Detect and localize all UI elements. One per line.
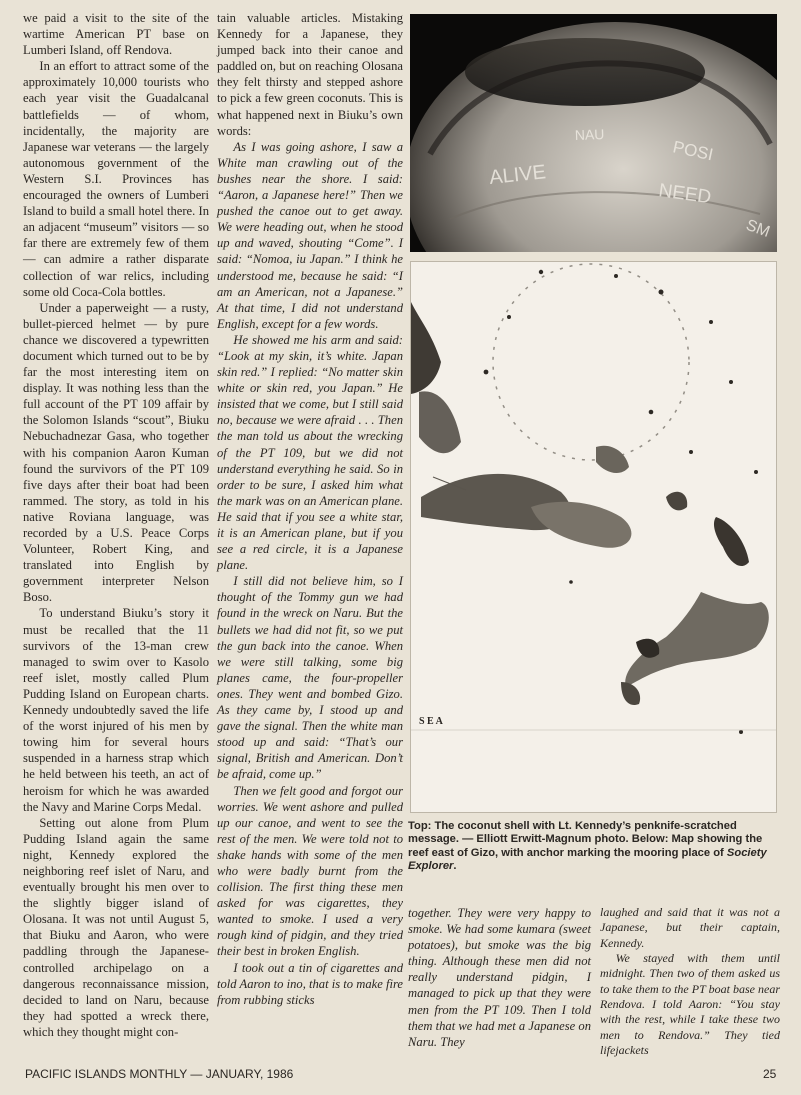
- paragraph: To understand Biuku’s story it must be recalled that the 11 survivors of the 13-man crew managed to swim over to Kasolo reef islet, mostly called Plum Pudding Island on European charts. Kennedy undoubtedly saved the life of the worst injured of his men by towing him for several hours suspended in a harness strap which he held between his teeth, an act of heroism for which he was awarded the Navy and Marine Corps Medal.: [23, 606, 209, 814]
- shell-word-nau: NAU: [574, 125, 605, 143]
- article-column-3: [408, 905, 591, 1050]
- paragraph: As I was going ashore, I saw a White man crawling out of the bushes near the shore. I said: “Aaron, a Japanese here!” Then we pushed the canoe out to get away. We were heading out, when he stood up and waved, shouting “Come”. I said: “Nomoa, iu Japan.” I think he understood me, because he said: “I am an American, not a Japanese.” At that time, I did not understand English, except for a few words.: [217, 139, 403, 331]
- paragraph: together. They were very happy to smoke. We had some kumara (sweet potatoes), but smoke was the big thing. Although these men did not really understand pidgin, I managed to pick up that they were men from the PT 109. Then I told them that we had met a Japanese on Naru. They: [408, 906, 591, 1049]
- figure-caption: [408, 820, 780, 873]
- article-column-4: [600, 905, 780, 1058]
- caption-ship-name: Society Explorer: [408, 846, 767, 872]
- caption-text: Top: The coconut shell with Lt. Kennedy’s penknife-scratched message. — Elliott Erwitt-Magnum photo. Below: Map showing the reef east of Gizo, with anchor marking the mooring place of: [408, 820, 763, 859]
- paragraph: He showed me his arm and said: “Look at my skin, it’s white. Japan skin red.” I replied: “No matter skin white or skin red, you Japan.” He insisted that we come, but I still said no, because we were afraid . . . Then the man told us about the wrecking of the PT 109, but we did not understand everything he said. So in order to be sure, I asked him what the mark was on an American plane. He said that if you see a white star, it is an American plane, but if you see a red circle, it is a Japanese plane.: [217, 332, 403, 573]
- article-column-1: [23, 10, 209, 1040]
- paragraph: we paid a visit to the site of the wartime American PT base on Lumberi Island, off Rendova.: [23, 11, 209, 58]
- article-column-2: [217, 10, 403, 1008]
- paragraph: Under a paperweight — a rusty, bullet-pierced helmet — by pure chance we discovered a typewritten document which turned out to be by far the most interesting item on display. It was nothing less than the full account of the PT 109 affair by the Solomon Islands “scout”, Biuku Nebuchadnezar Gasa, who together with his companion Aaron Kuman found the survivors of the PT 109 five days after their boat had been rammed. The story, as told in his native Roviana language, was recorded by a U.S. Peace Corps Volunteer, Robert King, and translated into English by government interpreter Nelson Boso.: [23, 300, 209, 605]
- paragraph: laughed and said that it was not a Japanese, but their captain, Kennedy.: [600, 905, 780, 950]
- footer-publication: PACIFIC ISLANDS MONTHLY — JANUARY, 1986: [25, 1067, 294, 1081]
- paragraph: I still did not believe him, so I thought of the Tommy gun we had found in the wreck on Naru. But the bullets we had did not fit, so we put the gun back into the canoe. When we were still talking, some big planes came, the four-propeller ones. They went and bombed Gizo. As they came by, I stood up and gave the signal. Then the white man stood up and said: “That’s our signal, British and American. Don’t be afraid, come up.”: [217, 574, 403, 782]
- shell-word-alive: ALIVE: [488, 161, 547, 189]
- paragraph: tain valuable articles. Mistaking Kennedy for a Japanese, they jumped back into their canoe and paddled on, but on reaching Olosana they felt thirsty and stepped ashore to pick a few green coconuts. This is what happened next in Biuku’s own words:: [217, 11, 403, 138]
- shell-word-posi: POSI: [671, 137, 715, 165]
- shell-word-sm: SM: [743, 216, 772, 241]
- paragraph: Then we felt good and forgot our worries. We went ashore and pulled up our canoe, and went to see the rest of the men. We were told not to shake hands with some of the men who were badly burnt from the collision. The first thing these men asked for was cigarettes, they wanted to smoke. I used a very rough kind of pidgin, and they tried their best in broken English.: [217, 783, 403, 959]
- paragraph: I took out a tin of cigarettes and told Aaron to ino, that is to make fire from rubbing sticks: [217, 960, 403, 1007]
- shell-word-need: NEED: [657, 180, 713, 209]
- map-sea-label: S E A: [419, 716, 443, 727]
- paragraph: Setting out alone from Plum Pudding Island again the same night, Kennedy explored the neighboring reef islet of Naru, and eventually brought his men over to the slightly bigger island of Olosana. It was not until August 5, that Biuku and Aaron, who were paddling through the Japanese-controlled archipelago on a dangerous reconnaissance mission, decided to land on Naru, because they had spotted a wreck there, which they thought might con-: [23, 815, 209, 1039]
- paragraph: In an effort to attract some of the approximately 10,000 tourists who each year visit the Guadalcanal battlefields — of whom, incidentally, the majority are Japanese war veterans — the largely autonomous government of the Western S.I. Provinces has encouraged the owners of Lumberi Island to build a small hotel there. In an adjacent “museum” visitors — so far there are extremely few of them — can admire a rather disparate collection of war relics, including some old Coca-Cola bottles.: [23, 59, 209, 299]
- coconut-shell-photo: [410, 14, 777, 252]
- page-number: 25: [763, 1067, 777, 1081]
- caption-end: .: [453, 859, 457, 872]
- reef-map: [410, 261, 777, 813]
- paragraph: We stayed with them until midnight. Then two of them asked us to take them to the PT boat base near Rendova. I told Aaron: “You stay with the rest, while I take these two men to Rendova.” They tied lifejackets: [600, 951, 780, 1058]
